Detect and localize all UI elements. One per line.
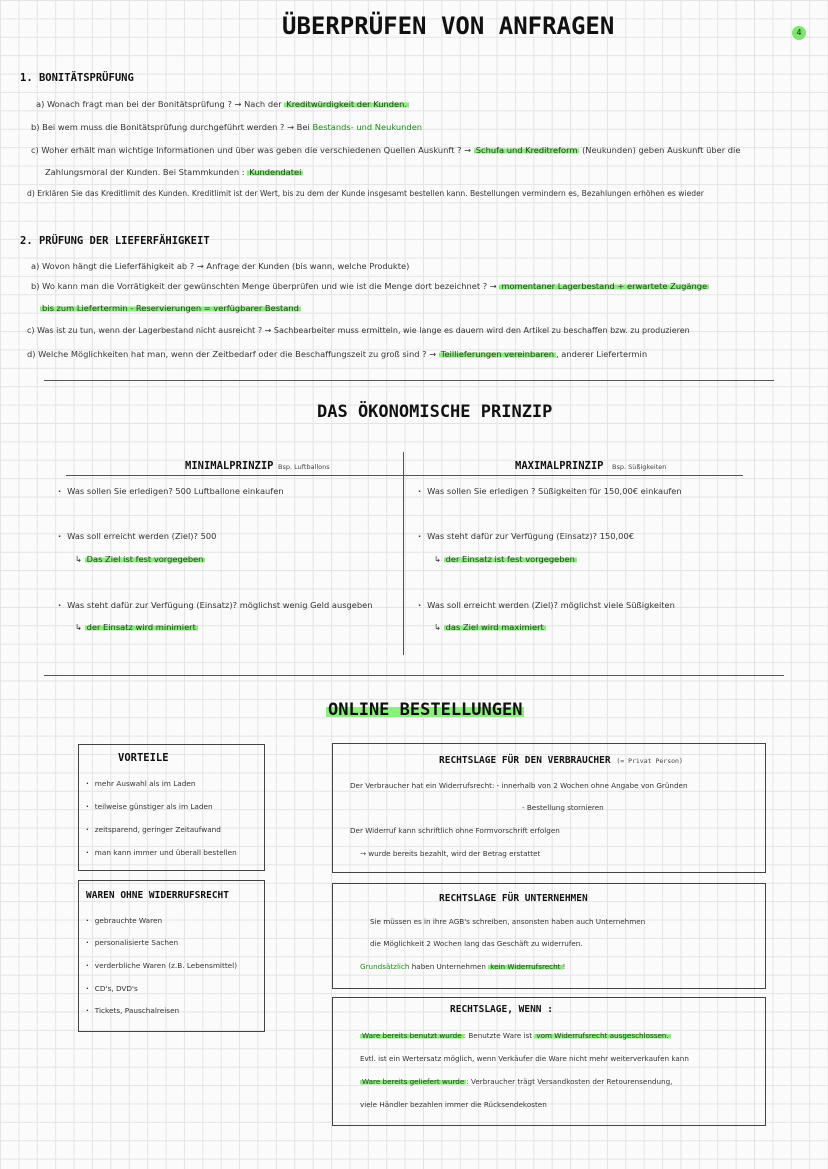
waren-item: · CD's, DVD's [86, 984, 138, 993]
waren-item: · Tickets, Pauschalreisen [86, 1006, 179, 1015]
maximalprinzip-title: MAXIMALPRINZIP [515, 460, 604, 472]
vorteil-item: · man kann immer und überall bestellen [86, 848, 237, 857]
max-item-1: · Was sollen Sie erledigen ? Süßigkeiten für 150,00€ einkaufen [418, 486, 682, 496]
waren-item: · personalisierte Sachen [86, 938, 178, 947]
max-item-2: · Was steht dafür zur Verfügung (Einsatz)? 150,00€ [418, 531, 634, 541]
section1-heading: 1. BONITÄTSPRÜFUNG [20, 72, 134, 84]
vorteil-item: · teilweise günstiger als im Laden [86, 802, 213, 811]
wenn-line-3: Ware bereits geliefert wurde : Verbraucher trägt Versandkosten der Retourensendung, [362, 1077, 673, 1086]
waren-item: · verderbliche Waren (z.B. Lebensmittel) [86, 961, 237, 970]
waren-item: · gebrauchte Waren [86, 916, 162, 925]
max-item-3: · Was soll erreicht werden (Ziel)? möglichst viele Süßigkeiten [418, 600, 675, 610]
verbraucher-line-3: Der Widerruf kann schriftlich ohne Formvorschrift erfolgen [350, 826, 560, 835]
min-item-2-result: ↳ Das Ziel ist fest vorgegeben [75, 554, 204, 564]
section2-heading: 2. PRÜFUNG DER LIEFERFÄHIGKEIT [20, 235, 210, 247]
max-item-3-result: ↳ das Ziel wird maximiert [434, 622, 544, 632]
s1-question-a: a) Wonach fragt man bei der Bonitätsprüfung ? → Nach der Kreditwürdigkeit der Kunden. [36, 99, 408, 109]
s1-question-d: d) Erklären Sie das Kreditlimit des Kunden. Kreditlimit ist der Wert, bis zu dem der Kunde insgesamt bestellen kann. Bestellungen vermindern es, Bezahlungen erhöhen es wieder [27, 189, 704, 198]
waren-title: WAREN OHNE WIDERRUFSRECHT [86, 890, 229, 901]
wenn-title: RECHTSLAGE, WENN : [450, 1004, 553, 1015]
divider-2 [44, 675, 784, 676]
s1-question-c: c) Woher erhält man wichtige Informationen und über was geben die verschiedenen Quellen Auskunft ? → Schufa und Kreditreform (Neukunden) geben Auskunft über die [31, 145, 741, 155]
t-chart-horizontal [66, 475, 743, 476]
max-item-2-result: ↳ der Einsatz ist fest vorgegeben [434, 554, 575, 564]
wenn-line-4: viele Händler bezahlen immer die Rücksendekosten [360, 1100, 547, 1109]
minimalprinzip-title: MINIMALPRINZIP [185, 460, 274, 472]
vorteil-item: · mehr Auswahl als im Laden [86, 779, 196, 788]
unternehmen-line-1: Sie müssen es in ihre AGB's schreiben, ansonsten haben auch Unternehmen [370, 917, 646, 926]
unternehmen-title: RECHTSLAGE FÜR UNTERNEHMEN [439, 893, 588, 904]
unternehmen-line-2: die Möglichkeit 2 Wochen lang das Geschäft zu widerrufen. [370, 939, 583, 948]
verbraucher-line-4: → wurde bereits bezahlt, wird der Betrag erstattet [360, 849, 541, 858]
s2-question-a: a) Wovon hängt die Lieferfähigkeit ab ? → Anfrage der Kunden (bis wann, welche Produkte) [31, 261, 410, 271]
min-item-2: · Was soll erreicht werden (Ziel)? 500 [58, 531, 216, 541]
divider-1 [44, 380, 774, 381]
t-chart-vertical [403, 452, 404, 655]
vorteile-title: VORTEILE [118, 752, 169, 764]
s2-question-c: c) Was ist zu tun, wenn der Lagerbestand nicht ausreicht ? → Sachbearbeiter muss ermitteln, wie lange es dauern wird den Artikel zu beschaffen bzw. zu produzieren [27, 326, 690, 335]
wenn-line-1: Ware bereits benutzt wurde : Benutzte Ware ist vom Widerrufsrecht ausgeschlossen. [362, 1031, 669, 1040]
minimalprinzip-example: Bsp. Luftballons [278, 463, 330, 471]
section3-title: DAS ÖKONOMISCHE PRINZIP [317, 402, 553, 422]
min-item-3: · Was steht dafür zur Verfügung (Einsatz)? möglichst wenig Geld ausgeben [58, 600, 373, 610]
maximalprinzip-example: Bsp. Süßigkeiten [612, 463, 667, 471]
s1-question-b: b) Bei wem muss die Bonitätsprüfung durchgeführt werden ? → Bei Bestands- und Neukunden [31, 122, 423, 132]
min-item-1: · Was sollen Sie erledigen? 500 Luftballone einkaufen [58, 486, 284, 496]
unternehmen-line-3: Grundsätzlich haben Unternehmen kein Widerrufsrecht ! [360, 962, 566, 971]
vorteil-item: · zeitsparend, geringer Zeitaufwand [86, 825, 221, 834]
verbraucher-title: RECHTSLAGE FÜR DEN VERBRAUCHER (= Privat Person) [439, 755, 683, 766]
page-title: ÜBERPRÜFEN VON ANFRAGEN [282, 12, 615, 40]
s2-question-d: d) Welche Möglichkeiten hat man, wenn der Zeitbedarf oder die Beschaffungszeit zu groß sind ? → Teillieferungen vereinbaren , anderer Liefertermin [27, 349, 648, 359]
section4-title: ONLINE BESTELLUNGEN [328, 700, 523, 720]
s2-question-b-cont: bis zum Liefertermin - Reservierungen = verfügbarer Bestand [42, 303, 299, 313]
min-item-3-result: ↳ der Einsatz wird minimiert [75, 622, 196, 632]
wenn-line-2: Evtl. ist ein Wertersatz möglich, wenn Verkäufer die Ware nicht mehr weiterverkaufen kann [360, 1054, 689, 1063]
s1-question-c-cont: Zahlungsmoral der Kunden. Bei Stammkunden : Kundendatei [45, 167, 302, 177]
verbraucher-line-2: - Bestellung stornieren [522, 803, 604, 812]
page-number: 4 [792, 26, 806, 40]
verbraucher-line-1: Der Verbraucher hat ein Widerrufsrecht: - innerhalb von 2 Wochen ohne Angabe von Gründen [350, 781, 688, 790]
s2-question-b: b) Wo kann man die Vorrätigkeit der gewünschten Menge überprüfen und wie ist die Menge dort bezeichnet ? → momentaner Lagerbestand + erwartete Zugänge [31, 281, 708, 291]
